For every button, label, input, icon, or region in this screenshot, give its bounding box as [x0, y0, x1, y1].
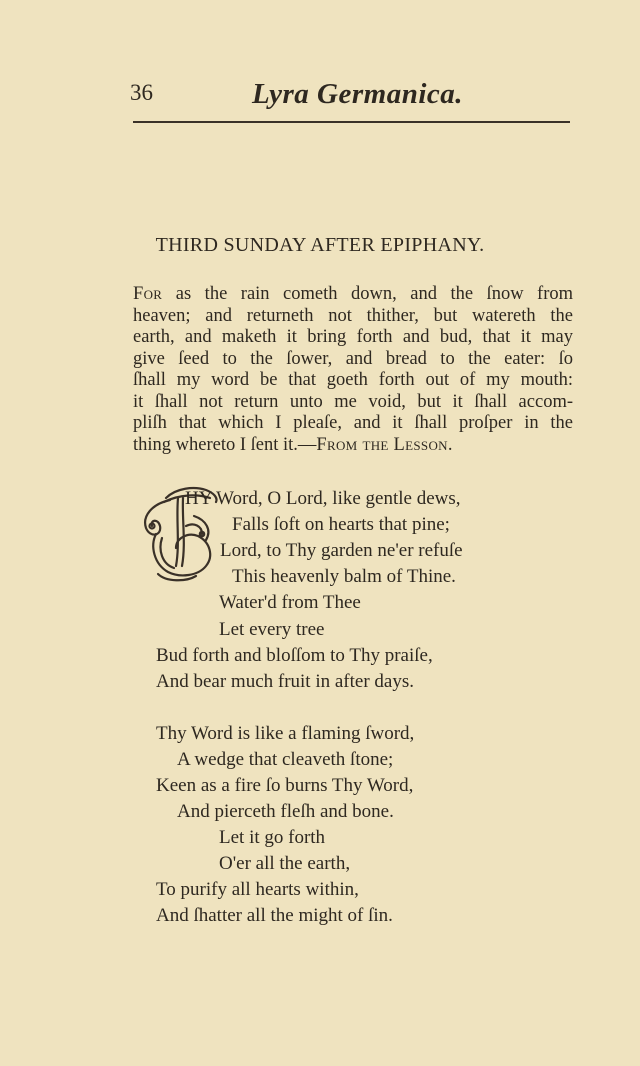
poem-line: A wedge that cleaveth ſtone; [177, 749, 394, 770]
epigraph-line: earth, and maketh it bring forth and bud, that it may [133, 327, 573, 347]
poem-line: And ſhatter all the might of ſin. [156, 905, 393, 926]
epigraph-first-word: For [133, 284, 163, 304]
poem-line: Let it go forth [219, 827, 326, 848]
poem-line: Let every tree [219, 619, 325, 640]
epigraph-line: For as the rain cometh down, and the ſnow from [133, 284, 574, 304]
epigraph-line: it ſhall not return unto me void, but it ſhall accom- [133, 391, 573, 412]
epigraph-line: thing whereto I ſent it.—From the Lesson. [133, 434, 453, 455]
poem-line: Keen as a fire ſo burns Thy Word, [156, 775, 414, 796]
running-title: Lyra Germanica. [252, 78, 464, 110]
epigraph [133, 284, 573, 456]
poem-line: This heavenly balm of Thine. [232, 566, 456, 587]
epigraph-line: heaven; and returneth not thither, but watereth the [133, 305, 573, 326]
epigraph-source: From the Lesson. [316, 434, 453, 455]
poem-line: Thy Word is like a flaming ſword, [156, 723, 415, 744]
section-heading: THIRD SUNDAY AFTER EPIPHANY. [155, 234, 485, 256]
epigraph-line: ſhall my word be that goeth forth out of my mouth: [133, 370, 573, 390]
poem-line: And bear much fruit in after days. [156, 671, 414, 692]
poem-line: O'er all the earth, [219, 853, 351, 874]
epigraph-line: pliſh that which I pleaſe, and it ſhall proſper in the [133, 413, 573, 433]
page-number: 36 [130, 80, 153, 105]
poem-line: Falls ſoft on hearts that pine; [232, 514, 450, 535]
poem-line: Lord, to Thy garden ne'er refuſe [220, 540, 463, 561]
poem-line: To purify all hearts within, [156, 879, 359, 900]
poem-line: And pierceth fleſh and bone. [177, 801, 394, 822]
epigraph-line: give ſeed to the ſower, and bread to the eater: ſo [133, 348, 573, 369]
poem-line: Bud forth and bloſſom to Thy praiſe, [156, 645, 433, 666]
header-rule [133, 121, 570, 123]
page-header [130, 78, 570, 124]
poem-line: HY Word, O Lord, like gentle dews, [185, 488, 461, 509]
poem-line: Water'd from Thee [219, 592, 361, 613]
